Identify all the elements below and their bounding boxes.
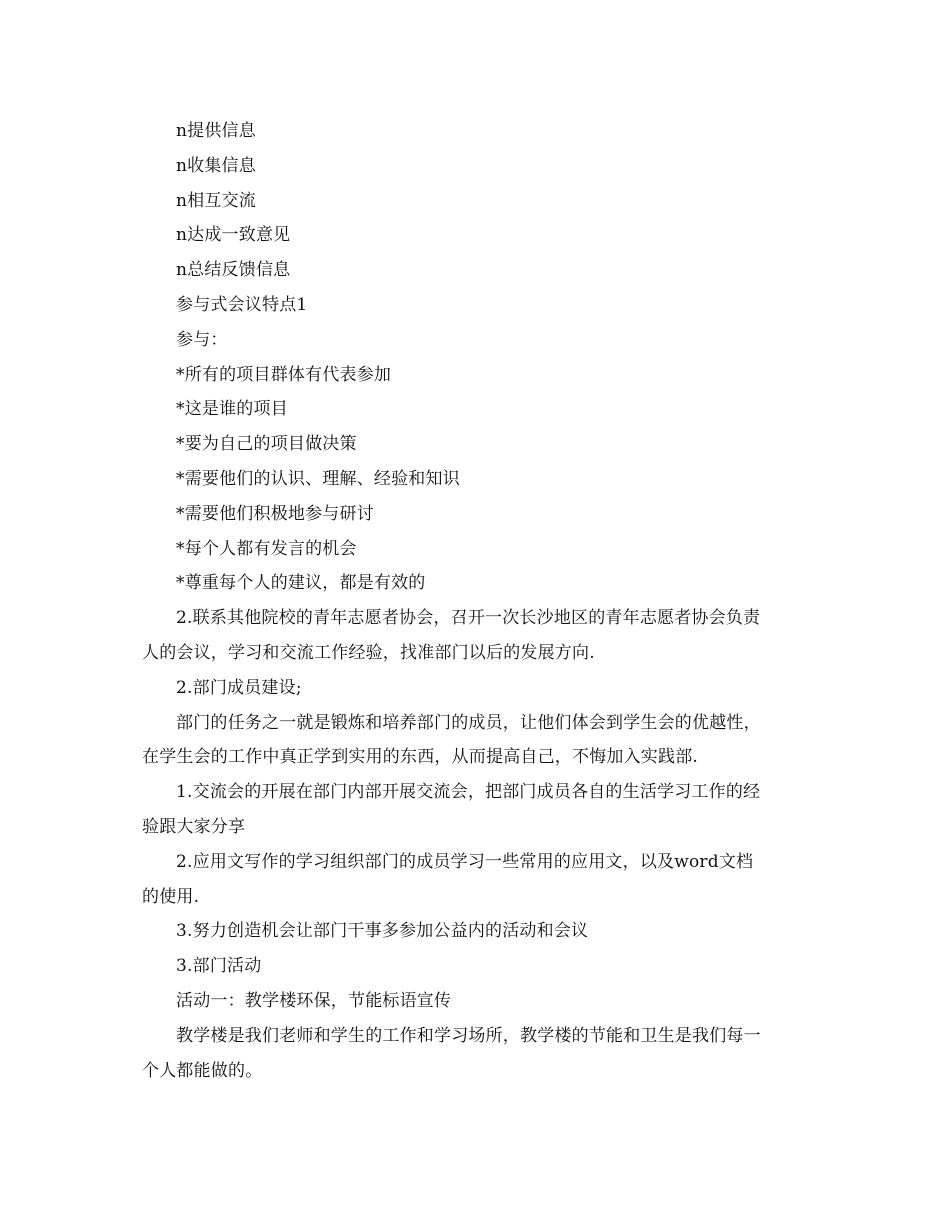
list-item: *需要他们积极地参与研讨 xyxy=(176,503,374,524)
paragraph-line: 验跟大家分享 xyxy=(142,816,246,837)
paragraph-line: 教学楼是我们老师和学生的工作和学习场所，教学楼的节能和卫生是我们每一 xyxy=(176,1025,761,1046)
list-item: *所有的项目群体有代表参加 xyxy=(176,364,392,385)
text-line: n提供信息 xyxy=(176,121,256,141)
text-line: n总结反馈信息 xyxy=(176,260,291,281)
paragraph-line: 在学生会的工作中真正学到实用的东西，从而提高自己，不悔加入实践部. xyxy=(142,747,699,768)
paragraph-line: 的使用. xyxy=(142,886,200,907)
paragraph-line: 人的会议，学习和交流工作经验，找准部门以后的发展方向. xyxy=(142,642,595,663)
paragraph-line: 1.交流会的开展在部门内部开展交流会，把部门成员各自的生活学习工作的经 xyxy=(176,782,761,803)
paragraph-line: 个人都能做的。 xyxy=(142,1060,263,1081)
list-item: *要为自己的项目做决策 xyxy=(176,434,357,455)
paragraph-line: 2.应用文写作的学习组织部门的成员学习一些常用的应用文，以及word文档 xyxy=(176,851,754,872)
section-heading: 3.部门活动 xyxy=(176,956,262,977)
text-line: n收集信息 xyxy=(176,155,256,176)
text-line: 参与： xyxy=(176,329,228,350)
paragraph-line: 2.联系其他院校的青年志愿者协会，召开一次长沙地区的青年志愿者协会负责 xyxy=(176,608,761,629)
subsection-heading: 活动一：教学楼环保，节能标语宣传 xyxy=(176,990,452,1011)
section-heading: 2.部门成员建设; xyxy=(176,677,302,698)
list-item: *需要他们的认识、理解、经验和知识 xyxy=(176,468,460,489)
text-line: n达成一致意见 xyxy=(176,225,291,246)
list-item: *这是谁的项目 xyxy=(176,399,288,420)
paragraph-line: 3.努力创造机会让部门干事多参加公益内的活动和会议 xyxy=(176,921,589,942)
list-item: *每个人都有发言的机会 xyxy=(176,538,357,559)
list-item: *尊重每个人的建议，都是有效的 xyxy=(176,573,426,594)
section-heading: 参与式会议特点1 xyxy=(176,294,308,315)
paragraph-line: 部门的任务之一就是锻炼和培养部门的成员，让他们体会到学生会的优越性， xyxy=(176,712,761,733)
text-line: n相互交流 xyxy=(176,190,256,211)
document-body xyxy=(142,114,822,1088)
